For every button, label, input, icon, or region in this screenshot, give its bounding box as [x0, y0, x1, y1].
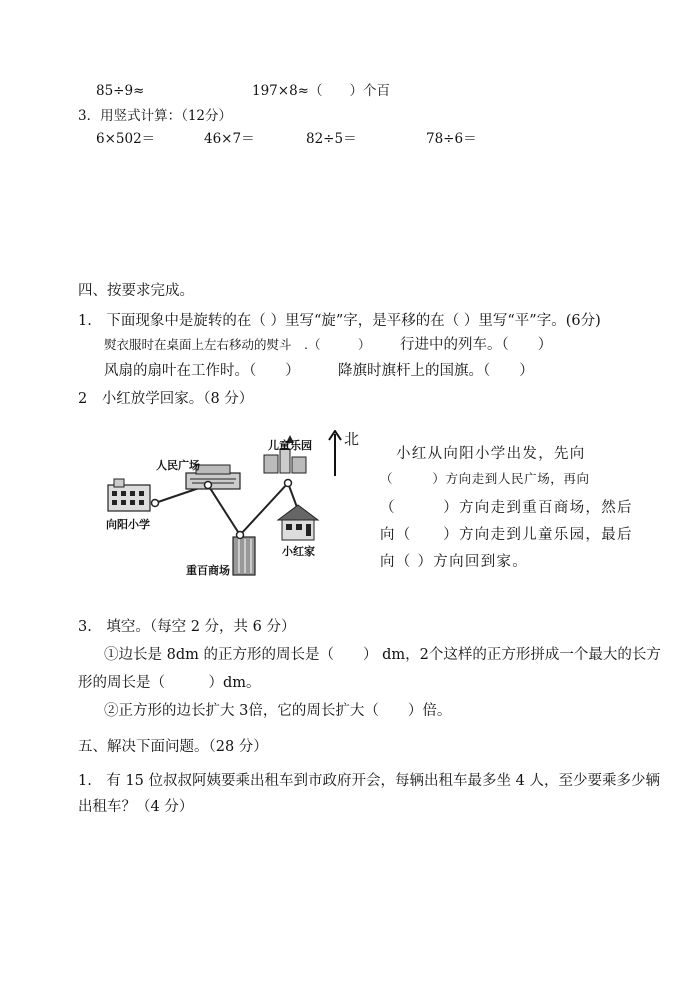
- section5-title: 五、解决下面问题。（28 分）: [78, 739, 268, 755]
- section3-title: 3．用竖式计算：（12分）: [78, 108, 233, 124]
- calc-item-3: 82÷5＝: [306, 131, 357, 147]
- section4-q2-stem: 2 小红放学回家。（8 分）: [78, 391, 254, 407]
- route-desc-line-2: （ ）方向走到人民广场，再向: [380, 471, 590, 486]
- section4-q1-flag: 降旗时旗杆上的国旗。（ ）: [338, 363, 534, 379]
- north-arrow: [328, 430, 368, 480]
- section4-q1-train: 行进中的列车。（ ）: [400, 337, 553, 353]
- section4-q1-iron: 熨衣服时在桌面上左右移动的熨斗 .（ ）: [104, 337, 371, 352]
- route-desc-line-3: （ ）方向走到重百商场，然后: [380, 500, 633, 516]
- home-house-icon: [278, 505, 318, 540]
- section4-q1-stem: 1. 下面现象中是旋转的在（ ）里写“旋”字，是平移的在（ ）里写“平”字。(6分): [78, 313, 601, 329]
- map-label-home: 小红家: [282, 545, 315, 558]
- map-label-square: 人民广场: [156, 459, 200, 472]
- map-label-school: 向阳小学: [106, 518, 150, 531]
- north-label: 北: [344, 430, 360, 448]
- section4-q1-fan: 风扇的扇叶在工作时。（ ）: [104, 363, 300, 379]
- section4-q3-line1: ①边长是 8dm 的正方形的周长是（ ） dm，2个这样的正方形拼成一个最大的长方: [104, 647, 661, 663]
- section4-q3-line2: 形的周长是（ ）dm。: [78, 675, 261, 691]
- map-label-park: 儿童乐园: [268, 439, 312, 452]
- section4-q3-line3: ②正方形的边长扩大 3倍，它的周长扩大（ ）倍。: [104, 703, 452, 719]
- calc-item-1: 6×502＝: [96, 131, 156, 147]
- section4-q3-stem: 3. 填空。（每空 2 分，共 6 分）: [78, 619, 296, 635]
- route-desc-line-1: 小红从向阳小学出发，先向: [396, 446, 586, 462]
- calc-item-4: 78÷6＝: [426, 131, 477, 147]
- route-desc-line-5: 向（ ）方向回到家。: [380, 554, 529, 570]
- mall-tower-icon: [233, 537, 255, 575]
- section4-title: 四、按要求完成。: [78, 283, 194, 299]
- section5-q1-line1: 1. 有 15 位叔叔阿姨要乘出租车到市政府开会，每辆出租车最多坐 4 人，至少要乘多少辆: [78, 773, 660, 789]
- section5-q1-line2: 出租车？（4 分）: [78, 799, 194, 815]
- school-building-icon: [108, 479, 150, 511]
- estimate-85-div-9: 85÷9≈: [96, 83, 145, 99]
- route-desc-line-4: 向（ ）方向走到儿童乐园，最后: [380, 527, 633, 543]
- estimate-197-times-8: 197×8≈（ ）个百: [252, 83, 390, 99]
- map-label-mall: 重百商场: [186, 564, 230, 577]
- north-arrow-icon: [328, 430, 342, 476]
- calc-item-2: 46×7＝: [204, 131, 255, 147]
